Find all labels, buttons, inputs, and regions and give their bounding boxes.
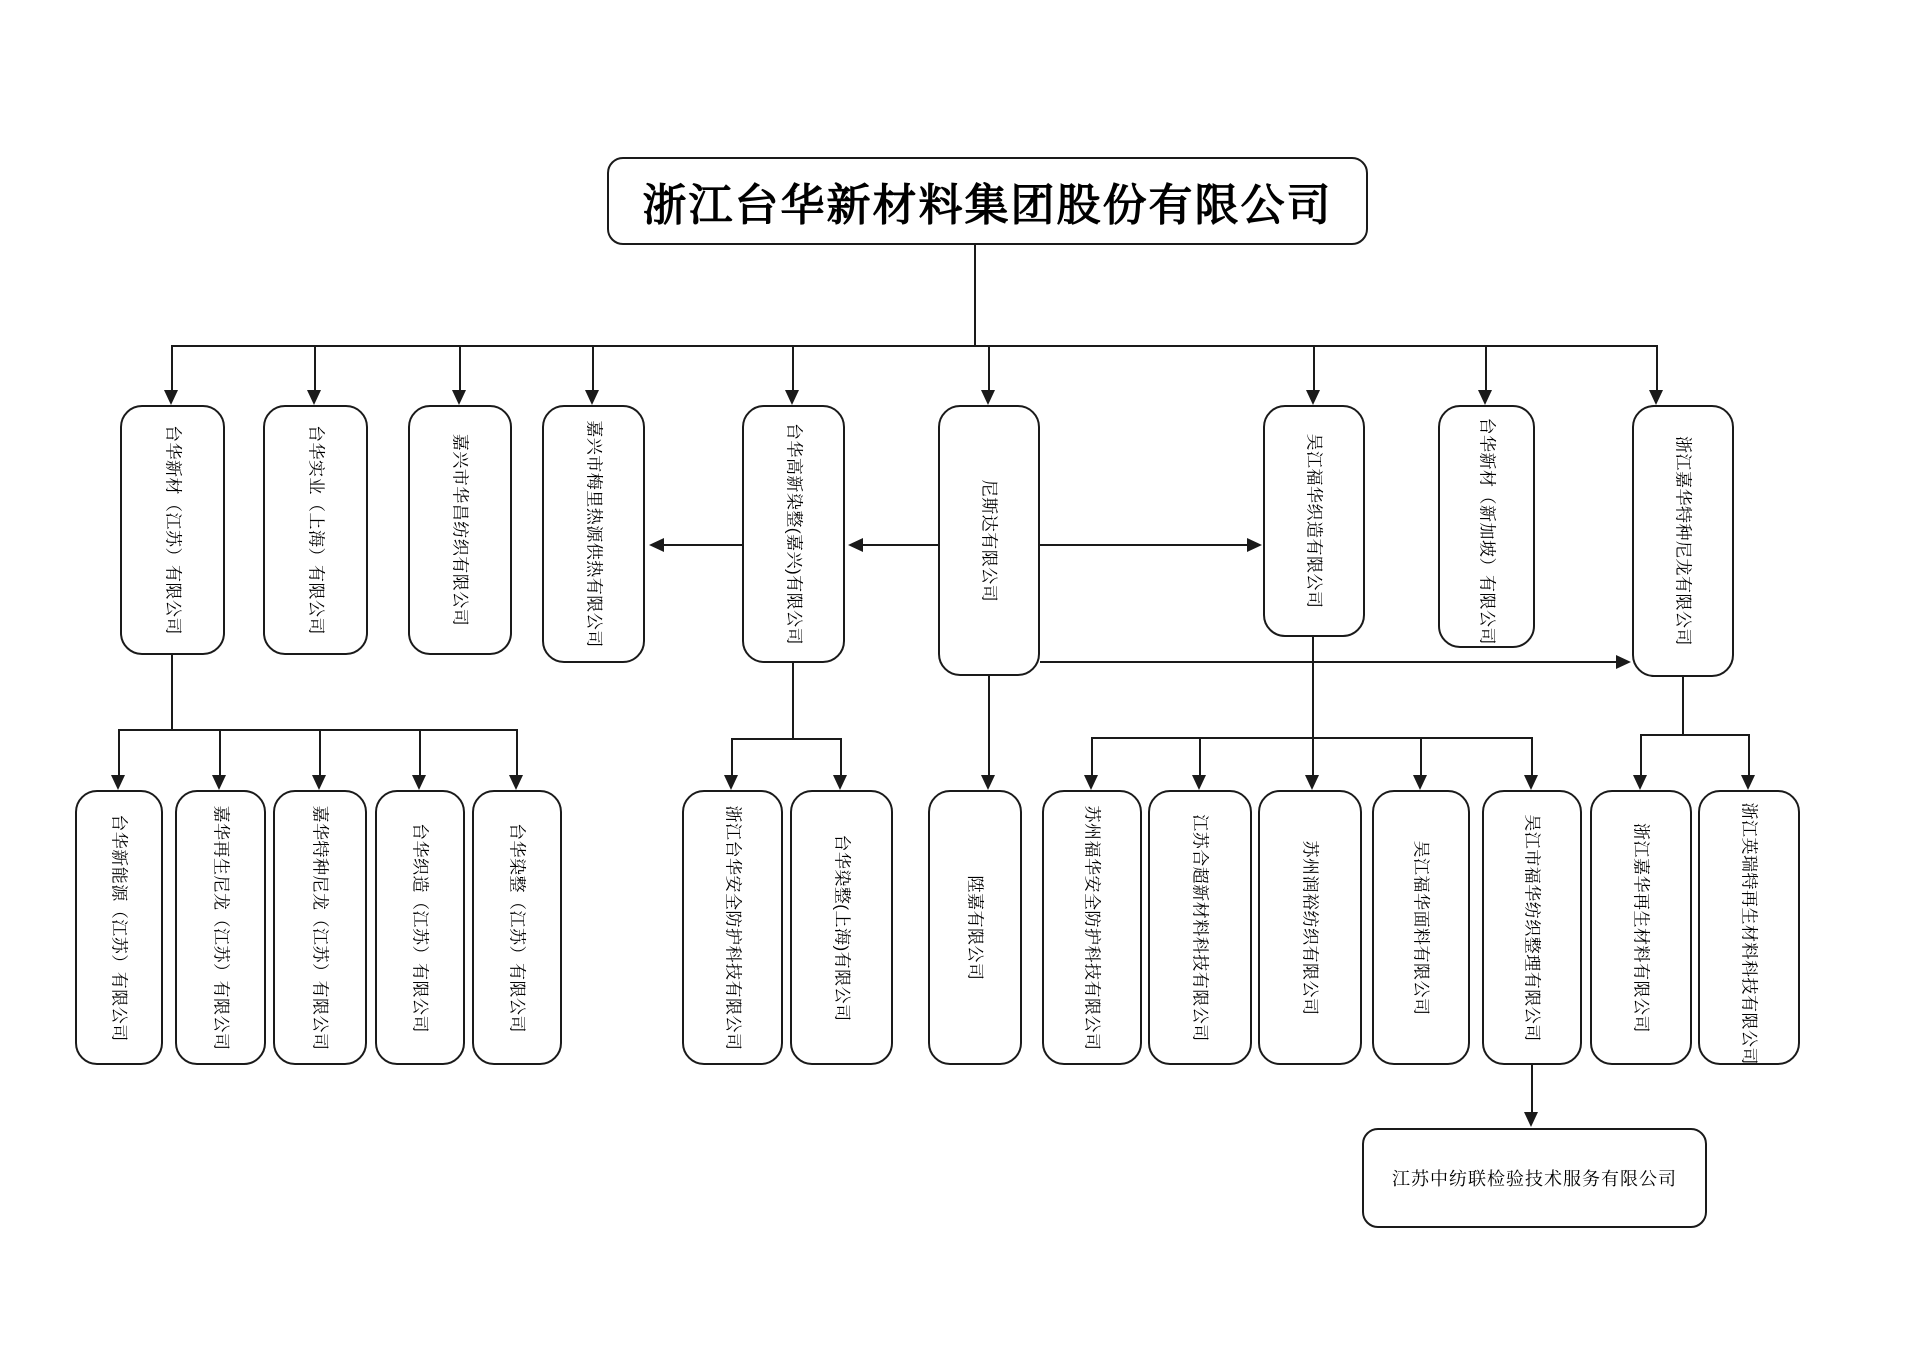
connector-line — [1748, 734, 1750, 775]
node-label: 苏州福华安全防护科技有限公司 — [1082, 805, 1102, 1050]
arrowhead — [1247, 538, 1262, 552]
org-node-taihua-xincai-jiangsu — [120, 405, 225, 655]
connector-line — [1312, 637, 1314, 738]
node-label: 吴江市福华纺织整理有限公司 — [1522, 813, 1542, 1042]
connector-line — [988, 676, 990, 775]
arrowhead — [1192, 775, 1206, 790]
connector-line — [1199, 737, 1201, 775]
connector-line — [840, 738, 842, 775]
connector-line — [171, 345, 173, 390]
org-node-wujiang-fuhua-zhizao — [1263, 405, 1365, 637]
node-label: 台华新材（江苏）有限公司 — [163, 425, 182, 635]
connector-line — [1313, 345, 1315, 390]
node-label: 嘉华再生尼龙（江苏）有限公司 — [211, 805, 230, 1050]
arrowhead — [509, 775, 523, 790]
connector-line — [1485, 345, 1487, 390]
connector-line — [792, 345, 794, 390]
arrowhead — [1413, 775, 1427, 790]
org-node-wujiang-fuhua-fangzhi-zhengli — [1482, 790, 1582, 1065]
connector-line — [419, 729, 421, 775]
connector-line — [1091, 737, 1093, 775]
connector-line — [516, 729, 518, 775]
org-node-jiaxing-huachang — [408, 405, 512, 655]
connector-line — [792, 663, 794, 740]
connector-line — [1640, 734, 1750, 736]
connector-line — [319, 729, 321, 775]
arrowhead — [785, 390, 799, 405]
node-label: 台华染整(上海)有限公司 — [832, 833, 851, 1022]
node-label: 吴江福华面料有限公司 — [1411, 840, 1431, 1015]
node-label: 吴江福华织造有限公司 — [1304, 433, 1324, 609]
connector-line — [171, 655, 173, 731]
org-node-jiaxing-meili — [542, 405, 645, 663]
node-label: 浙江英瑞特再生材料科技有限公司 — [1739, 802, 1759, 1065]
connector-line — [732, 738, 842, 740]
connector-line — [1420, 737, 1422, 775]
arrowhead — [1478, 390, 1492, 405]
connector-line — [731, 738, 733, 775]
node-label: 浙江嘉华再生材料有限公司 — [1631, 822, 1651, 1033]
node-label: 台华新能源（江苏）有限公司 — [109, 813, 129, 1042]
arrowhead — [1649, 390, 1663, 405]
connector-line — [1040, 544, 1247, 546]
connector-line — [1531, 1065, 1533, 1113]
org-node-taihua-zhizao — [375, 790, 465, 1065]
org-node-zhejiang-taihua-anquan — [682, 790, 783, 1065]
node-label: 嘉华特种尼龙（江苏）有限公司 — [310, 805, 330, 1050]
arrowhead — [1524, 1112, 1538, 1127]
org-node-suzhou-runyu — [1258, 790, 1362, 1065]
arrowhead — [1305, 775, 1319, 790]
org-node-shengjia — [928, 790, 1022, 1065]
node-label: 台华染整（江苏）有限公司 — [507, 822, 527, 1033]
arrowhead — [724, 775, 738, 790]
node-label: 浙江台华安全防护科技有限公司 — [723, 805, 742, 1050]
arrowhead — [312, 775, 326, 790]
org-node-jiangsu-zhongfanglian — [1362, 1128, 1707, 1228]
arrowhead — [1084, 775, 1098, 790]
org-node-zhejiang-jiahua-tezhong-nilong — [1632, 405, 1734, 677]
arrowhead — [111, 775, 125, 790]
node-label: 台华高新染整(嘉兴)有限公司 — [784, 422, 803, 646]
arrowhead — [1616, 655, 1631, 669]
node-label: 嘉兴市梅里热源供热有限公司 — [584, 420, 603, 648]
org-node-taihua-xinnengyuan — [75, 790, 163, 1065]
connector-line — [592, 345, 594, 390]
org-node-jiahua-zaisheng-nilong — [175, 790, 266, 1065]
connector-line — [1682, 677, 1684, 736]
arrowhead — [307, 390, 321, 405]
arrowhead — [833, 775, 847, 790]
org-node-wujiang-fuhua-mianliao — [1372, 790, 1470, 1065]
org-node-nisida — [938, 405, 1040, 676]
connector-line — [1312, 737, 1314, 775]
arrowhead — [412, 775, 426, 790]
node-label: 江苏合超新材料科技有限公司 — [1190, 813, 1210, 1042]
org-node-root — [607, 157, 1368, 245]
arrowhead — [981, 390, 995, 405]
org-node-jiangsu-hechao — [1148, 790, 1252, 1065]
org-node-root-label: 浙江台华新材料集团股份有限公司 — [642, 181, 1333, 230]
node-label: 浙江嘉华特种尼龙有限公司 — [1673, 436, 1693, 646]
arrowhead — [848, 538, 863, 552]
connector-line — [863, 544, 938, 546]
arrowhead — [1741, 775, 1755, 790]
org-node-taihua-ranzheng-jiangsu — [472, 790, 562, 1065]
org-node-taihua-gaoxin-ranzheng — [742, 405, 845, 663]
node-label: 台华实业（上海）有限公司 — [306, 425, 325, 635]
connector-line — [1040, 661, 1616, 663]
arrowhead — [1306, 390, 1320, 405]
arrowhead — [212, 775, 226, 790]
arrowhead — [452, 390, 466, 405]
arrowhead — [1633, 775, 1647, 790]
node-label: 台华新材（新加坡）有限公司 — [1477, 417, 1496, 645]
node-label: 嘉兴市华昌纺织有限公司 — [450, 433, 470, 627]
org-node-taihua-xincai-singapore — [1438, 405, 1535, 648]
connector-line — [118, 729, 120, 775]
node-label: 苏州润裕纺织有限公司 — [1300, 840, 1320, 1015]
arrowhead — [1524, 775, 1538, 790]
connector-line — [974, 245, 976, 345]
arrowhead — [164, 390, 178, 405]
node-label: 陞嘉有限公司 — [965, 875, 985, 980]
connector-line — [314, 345, 316, 390]
node-label: 台华织造（江苏）有限公司 — [410, 822, 430, 1033]
connector-line — [988, 345, 990, 390]
org-node-zhejiang-yingruite — [1698, 790, 1800, 1065]
node-label: 江苏中纺联检验技术服务有限公司 — [1392, 1169, 1677, 1189]
connector-line — [1531, 737, 1533, 775]
arrowhead — [981, 775, 995, 790]
connector-line — [1640, 734, 1642, 775]
connector-line — [459, 345, 461, 390]
org-node-taihua-ranzheng-shanghai — [790, 790, 893, 1065]
org-node-zhejiang-jiahua-zaisheng — [1590, 790, 1692, 1065]
connector-line — [1656, 345, 1658, 390]
org-node-jiahua-tezhong-nilong — [273, 790, 367, 1065]
node-label: 尼斯达有限公司 — [979, 479, 999, 602]
arrowhead — [585, 390, 599, 405]
connector-line — [219, 729, 221, 775]
connector-line — [119, 729, 517, 731]
arrowhead — [649, 538, 664, 552]
connector-line — [172, 345, 1658, 347]
org-node-taihua-shiye-shanghai — [263, 405, 368, 655]
connector-line — [664, 544, 742, 546]
org-node-suzhou-fuhua-anquan — [1042, 790, 1142, 1065]
